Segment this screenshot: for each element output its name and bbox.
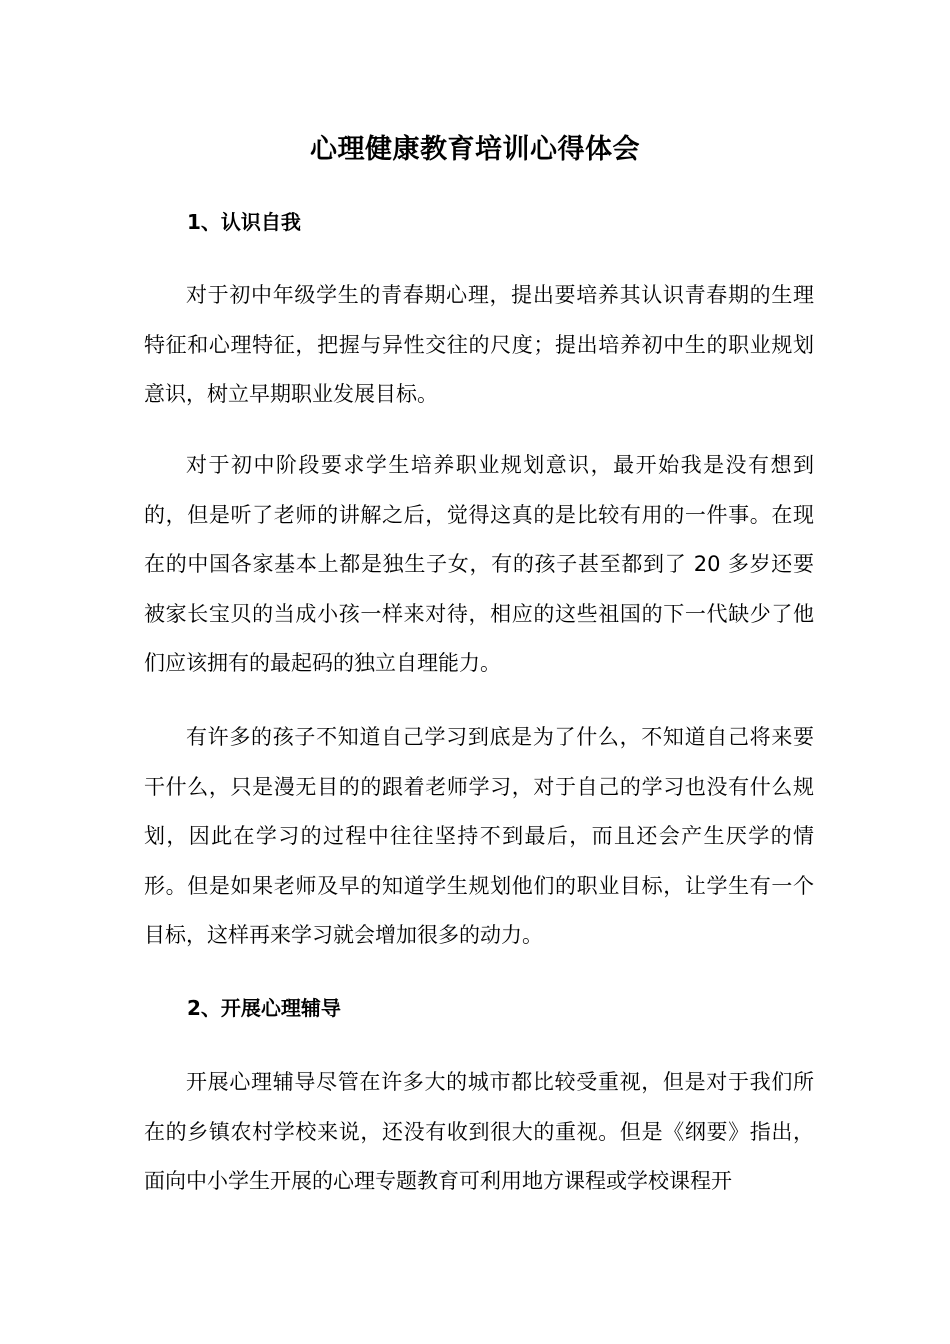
paragraph-1-2: 对于初中阶段要求学生培养职业规划意识，最开始我是没有想到的，但是听了老师的讲解之后，觉得这真的是比较有用的一件事。在现在的中国各家基本上都是独生子女，有的孩子甚至都到了 20 多岁还要被家长宝贝的当成小孩一样来对待，相应的这些祖国的下一代缺少了他们应该拥有的最起码的独立自理能力。 <box>144 453 814 675</box>
paragraph-1-3: 有许多的孩子不知道自己学习到底是为了什么，不知道自己将来要干什么，只是漫无目的的跟着老师学习，对于自己的学习也没有什么规划，因此在学习的过程中往往坚持不到最后，而且还会产生厌学的情形。但是如果老师及早的知道学生规划他们的职业目标，让学生有一个目标，这样再来学习就会增加很多的动力。 <box>144 725 814 947</box>
paragraph-1-1: 对于初中年级学生的青春期心理，提出要培养其认识青春期的生理特征和心理特征，把握与异性交往的尺度；提出培养初中生的职业规划意识，树立早期职业发展目标。 <box>144 283 814 406</box>
section-heading-2: 2、开展心理辅导 <box>187 996 341 1020</box>
document-title: 心理健康教育培训心得体会 <box>310 134 640 165</box>
section-heading-1: 1、认识自我 <box>187 210 301 234</box>
paragraph-2-1: 开展心理辅导尽管在许多大的城市都比较受重视，但是对于我们所在的乡镇农村学校来说，还没有收到很大的重视。但是《纲要》指出，面向中小学生开展的心理专题教育可利用地方课程或学校课程开 <box>144 1070 814 1193</box>
